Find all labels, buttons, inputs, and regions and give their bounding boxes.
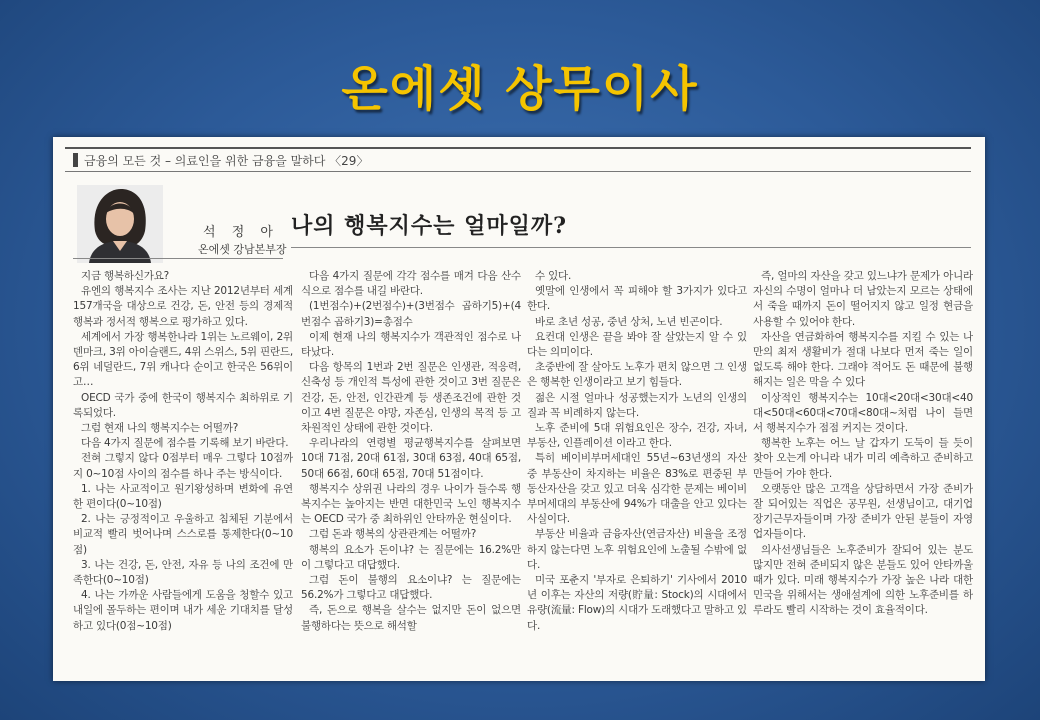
article-paragraph: 젊은 시절 얼마나 성공했는지가 노년의 인생의 질과 꼭 비례하지 않는다.: [527, 391, 747, 419]
series-header: [65, 147, 971, 172]
article-paragraph: 이상적인 행복지수는 10대<20대<30대<40대<50대<60대<70대<80대~처럼 나이 들면서 행복지수가 점점 커지는 것이다.: [753, 391, 973, 435]
article-paragraph: 행복의 요소가 돈이냐? 는 질문에는 16.2%만이 그렇다고 대답했다.: [301, 543, 521, 571]
article-column-2: [301, 269, 521, 679]
article-paragraph: 부동산 비율과 금융자산(연금자산) 비율을 조정하지 않는다면 노후 위험요인에 노출될 수밖에 없다.: [527, 528, 747, 571]
article-paragraph: 그럼 돈이 불행의 요소이냐? 는 질문에는 56.2%가 그렇다고 대답했다.: [301, 574, 521, 602]
article-paragraph: (1번점수)+(2번점수)+(3번점수 곱하기5)+(4번점수 곱하기3)=총점수: [301, 300, 521, 328]
article-paragraph: 수 있다.: [535, 270, 572, 282]
author-photo: [77, 185, 163, 263]
article-column-4: [753, 269, 973, 679]
article-column-3: [527, 269, 747, 679]
article-paragraph: 즉, 얼마의 자산을 갖고 있느냐가 문제가 아니라 자신의 수명이 얼마나 더 남았는지 모르는 상태에서 죽을 때까지 돈이 떨어지지 않고 일정 현금을 사용할 수 있어야 한다.: [753, 270, 973, 328]
article-paragraph: 자산을 연금화하여 행복지수를 지킬 수 있는 나만의 최저 생활비가 절대 나보다 먼저 죽는 일이 없도록 해야 한다. 그래야 적어도 돈 때문에 불행해지는 일은 막을 수 있다: [753, 330, 973, 389]
article-paragraph: 초중반에 잘 살아도 노후가 편치 않으면 그 인생은 행복한 인생이라고 보기 힘들다.: [527, 361, 747, 389]
article-paragraph: 바로 초년 성공, 중년 상처, 노년 빈곤이다.: [535, 315, 723, 328]
article-paragraph: 3. 나는 건강, 돈, 안전, 자유 등 나의 조건에 만족한다(0~10점): [73, 558, 293, 587]
article-paragraph: 다음 4가지 질문에 각각 점수를 매겨 다음 산수식으로 점수를 내길 바란다.: [301, 270, 521, 298]
article-paragraph: 그럼 돈과 행복의 상관관계는 어떨까?: [309, 528, 477, 541]
author-title: 온에셋 강남본부장: [198, 243, 287, 256]
article-paragraph: OECD 국가 중에 한국이 행복지수 최하위로 기록되었다.: [73, 391, 293, 419]
article-paragraph: 즉, 돈으로 행복을 살수는 없지만 돈이 없으면 불행하다는 뜻으로 해석할: [301, 604, 521, 632]
article-paragraph: 행복한 노후는 어느 날 갑자기 도둑이 들 듯이 찾아 오는게 아니라 내가 미리 예측하고 준비하고 만들어 가야 한다.: [753, 437, 973, 480]
article-paragraph: 미국 포춘지 '부자로 은퇴하기' 기사에서 2010년 이후는 자산의 저량(貯量: Stock)의 시대에서 유량(流量: Flow)의 시대가 도래했다고 말하고 있다.: [527, 574, 747, 632]
slide-title: 온에셋 상무이사: [341, 61, 699, 117]
article-paragraph: 행복지수 상위권 나라의 경우 나이가 들수록 행복지수는 높아지는 반면 대한민국 노인 행복지수는 OECD 국가 중 최하위인 안타까운 현실이다.: [301, 482, 521, 526]
article-paragraph: 의사선생님들은 노후준비가 잘되어 있는 분도 많지만 전혀 준비되지 않은 분들도 있어 안타까울 때가 있다. 미래 행복지수가 가장 높은 나라 대한민국을 위해서는 생애설계에 의한 노후준비를 하루라도 빨리 시작하는 것이 효율적이다.: [753, 543, 973, 617]
article-paragraph: 노후 준비에 5대 위험요인은 장수, 건강, 자녀, 부동산, 인플레이션 이라고 한다.: [527, 422, 747, 450]
article-paragraph: 전혀 그렇지 않다 0점부터 매우 그렇다 10점까지 0~10점 사이의 점수를 하나 주는 방식이다.: [73, 452, 293, 480]
article-paragraph: 요컨대 인생은 끝을 봐야 잘 살았는지 알 수 있다는 의미이다.: [527, 330, 747, 359]
author-divider: [73, 258, 283, 259]
article-paragraph: 다음 항목의 1번과 2번 질문은 인생관, 적응력, 신축성 등 개인적 특성에 관한 것이고 3번 질문은 건강, 돈, 안전, 인간관계 등 생존조건에 관한 것이고 4번 질문은 야망, 자존심, 인생의 목적 등 고차원적인 상태에 관한 것이다.: [301, 361, 521, 435]
author-name: 석 정 아: [203, 225, 279, 240]
headline-divider: [291, 247, 971, 248]
article-column-1: [73, 269, 293, 679]
article-paragraph: 세계에서 가장 행복한나라 1위는 노르웨이, 2위 덴마크, 3위 아이슬랜드, 4위 스위스, 5위 핀란드, 6위 네덜란드, 7위 캐나다 순이고 한국은 56위이고…: [73, 330, 293, 389]
article-headline: 나의 행복지수는 얼마일까?: [291, 213, 567, 239]
article-paragraph: 4. 나는 가까운 사람들에게 도움을 청할수 있고 내일에 몰두하는 편이며 내가 세운 기대치를 달성하고 있다(0점~10점): [73, 589, 293, 632]
article-paragraph: 옛말에 인생에서 꼭 피해야 할 3가지가 있다고 한다.: [527, 285, 747, 313]
newspaper-clipping: [53, 137, 985, 681]
series-label: 금융의 모든 것 – 의료인을 위한 금융을 말하다 〈29〉: [84, 153, 369, 168]
series-marker-icon: [73, 153, 78, 167]
article-paragraph: 우리나라의 연령별 평균행복지수를 살펴보면 10대 71점, 20대 61점, 30대 63점, 40대 65점, 50대 66점, 60대 65점, 70대 51점이다.: [301, 437, 521, 480]
article-paragraph: 2. 나는 긍정적이고 우울하고 침체된 기분에서 비교적 빨리 벗어나며 스스로를 통제한다(0~10점): [73, 513, 293, 556]
article-paragraph: 지금 행복하신가요?: [81, 270, 170, 282]
article-paragraph: 유엔의 행복지수 조사는 지난 2012년부터 세계 157개국을 대상으로 건강, 돈, 안전 등의 경제적행복과 정서적 행복으로 평가하고 있다.: [73, 285, 293, 328]
article-paragraph: 특히 베이비부머세대인 55년~63년생의 자산 중 부동산이 차지하는 비율은 83%로 편중된 부동산자산을 갖고 있고 더욱 심각한 문제는 베이비부머세대의 부동산에 94%가 대출을 안고 있다는 사실이다.: [527, 452, 747, 526]
article-paragraph: 1. 나는 사교적이고 원기왕성하며 변화에 유연한 편이다(0~10점): [73, 482, 293, 511]
article-paragraph: 다음 4가지 질문에 점수를 기록해 보기 바란다.: [81, 437, 289, 450]
article-paragraph: 그럼 현재 나의 행복지수는 어떨까?: [81, 422, 239, 435]
article-paragraph: 이제 현재 나의 행복지수가 객관적인 점수로 나타났다.: [301, 330, 521, 359]
article-paragraph: 오랫동안 많은 고객을 상담하면서 가장 준비가 잘 되어있는 직업은 공무원, 선생님이고, 대기업 장기근무자들이며 가장 준비가 안된 분들이 자영업자들이다.: [753, 482, 973, 541]
author-portrait-icon: [77, 185, 163, 263]
